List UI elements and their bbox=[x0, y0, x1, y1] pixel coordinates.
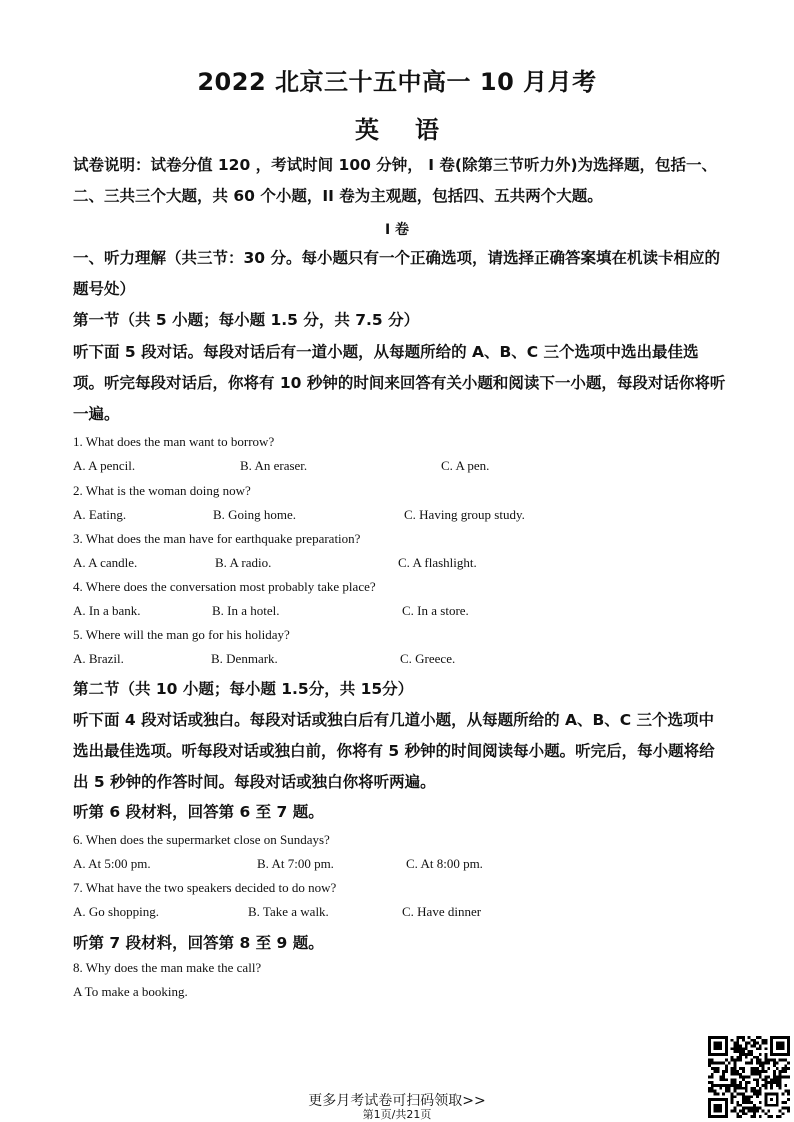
q7-option-b: B. Take a walk. bbox=[248, 904, 329, 919]
question-6: 6. When does the supermarket close on Sundays? bbox=[73, 832, 330, 847]
q5-option-b: B. Denmark. bbox=[211, 651, 278, 666]
q6-option-b: B. At 7:00 pm. bbox=[257, 856, 334, 871]
q4-option-c: C. In a store. bbox=[402, 603, 469, 618]
q3-option-b: B. A radio. bbox=[215, 555, 272, 570]
question-3: 3. What does the man have for earthquake preparation? bbox=[73, 531, 361, 546]
section2-directions: 听下面 4 段对话或独白。每段对话或独白后有几道小题，从每题所给的 A、B、C 三个选项中选出最佳选项。听每段对话或独白前，你将有 5 秒钟的时间阅读每小题。听完后，每小题将给出 5 秒钟的作答时间。每段对话或独白你将听两遍。 bbox=[73, 711, 715, 791]
question-1: 1. What does the man want to borrow? bbox=[73, 434, 275, 449]
q7-option-a: A. Go shopping. bbox=[73, 904, 159, 919]
part1-heading: 一、听力理解（共三节：30 分。每小题只有一个正确选项，请选择正确答案填在机读卡相应的题号处） bbox=[73, 249, 720, 298]
q1-option-a: A. A pencil. bbox=[73, 458, 136, 473]
q2-option-a: A. Eating. bbox=[73, 507, 127, 522]
q4-option-b: B. In a hotel. bbox=[212, 603, 280, 618]
q4-option-a: A. In a bank. bbox=[73, 603, 141, 618]
subject-title: 英语 bbox=[355, 116, 475, 144]
question-2: 2. What is the woman doing now? bbox=[73, 483, 251, 498]
section2-heading: 第二节（共 10 小题；每小题 1.5分，共 15分） bbox=[73, 680, 414, 698]
q6-option-a: A. At 5:00 pm. bbox=[73, 856, 151, 871]
section1-heading: 第一节（共 5 小题；每小题 1.5 分，共 7.5 分） bbox=[73, 311, 420, 329]
q3-option-c: C. A flashlight. bbox=[398, 555, 477, 570]
section1-directions: 听下面 5 段对话。每段对话后有一道小题，从每题所给的 A、B、C 三个选项中选出最佳选项。听完每段对话后，你将有 10 秒钟的时间来回答有关小题和阅读下一小题，每段对话你将听一遍。 bbox=[73, 343, 726, 423]
question-8: 8. Why does the man make the call? bbox=[73, 960, 262, 975]
question-4: 4. Where does the conversation most probably take place? bbox=[73, 579, 376, 594]
material-6-instruction: 听第 6 段材料，回答第 6 至 7 题。 bbox=[73, 803, 324, 821]
q6-option-c: C. At 8:00 pm. bbox=[406, 856, 483, 871]
volume-label: I 卷 bbox=[384, 222, 410, 238]
exam-instructions: 试卷说明：试卷分值 120 ，考试时间 100 分钟， I 卷(除第三节听力外)为选择题，包括一、二、三共三个大题，共 60 个小题，II 卷为主观题，包括四、五共两个大题。 bbox=[73, 156, 718, 205]
q3-option-a: A. A candle. bbox=[73, 555, 138, 570]
exam-title: 2022 北京三十五中高一 10 月月考 bbox=[197, 68, 597, 96]
question-7: 7. What have the two speakers decided to do now? bbox=[73, 880, 337, 895]
q5-option-c: C. Greece. bbox=[400, 651, 456, 666]
q5-option-a: A. Brazil. bbox=[73, 651, 124, 666]
page-number: 第1页/共21页 bbox=[362, 1108, 432, 1121]
q7-option-c: C. Have dinner bbox=[402, 904, 482, 919]
q2-option-b: B. Going home. bbox=[213, 507, 297, 522]
promo-text: 更多月考试卷可扫码领取>> bbox=[308, 1093, 486, 1109]
question-5: 5. Where will the man go for his holiday? bbox=[73, 627, 290, 642]
material-7-instruction: 听第 7 段材料，回答第 8 至 9 题。 bbox=[73, 934, 324, 952]
q1-option-c: C. A pen. bbox=[441, 458, 490, 473]
q2-option-c: C. Having group study. bbox=[404, 507, 525, 522]
q8-option-a: A To make a booking. bbox=[73, 984, 188, 999]
q1-option-b: B. An eraser. bbox=[240, 458, 308, 473]
